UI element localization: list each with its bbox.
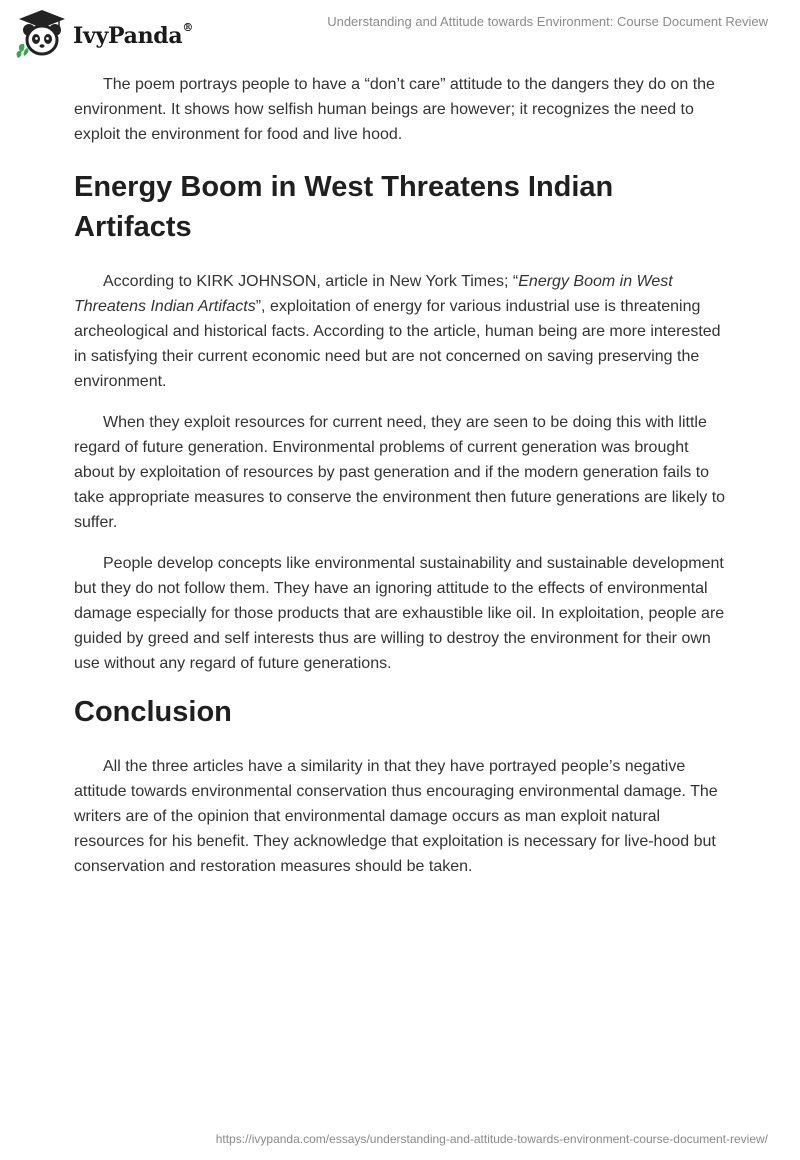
- section-heading-energy: Energy Boom in West Threatens Indian Artifacts: [74, 171, 614, 243]
- energy-paragraph-1: According to KIRK JOHNSON, article in New York Times; “Energy Boom in West Threatens Indian Artifacts”, exploitation of energy for various industrial use is threatening archeological and historical facts. According to the article, human being are more interested in satisfying their current economic need but are not concerned on saving preserving the environment.: [74, 273, 721, 390]
- article-title-italic: Energy Boom in West Threatens Indian Artifacts: [74, 273, 673, 315]
- essay-body: [74, 72, 726, 895]
- ivypanda-logo[interactable]: [15, 8, 193, 58]
- source-url-link[interactable]: https://ivypanda.com/essays/understanding-and-attitude-towards-environment-course-document-review/: [215, 1132, 768, 1146]
- conclusion-paragraph: All the three articles have a similarity in that they have portrayed people’s negative attitude towards environmental conservation thus encouraging environmental damage. The writers are of the opinion that environmental damage occurs as man exploit natural resources for his benefit. They acknowledge that exploitation is necessary for live-hood but conservation and restoration measures should be taken.: [74, 758, 718, 875]
- page-header: [0, 0, 800, 60]
- section-heading-conclusion: Conclusion: [74, 696, 232, 728]
- energy-paragraph-2: When they exploit resources for current need, they are seen to be doing this with little regard of future generation. Environmental problems of current generation was brought about by exploitation of resources by past generation and if the modern generation fails to take appropriate measures to conserve the environment then future generations are likely to suffer.: [74, 414, 726, 531]
- panda-graduate-icon: [15, 8, 69, 58]
- intro-paragraph: The poem portrays people to have a “don’t care” attitude to the dangers they do on the environment. It shows how selfish human beings are however; it recognizes the need to exploit the environment for food and live hood.: [74, 76, 715, 143]
- brand-name: IvyPanda®: [73, 20, 194, 49]
- energy-paragraph-3: People develop concepts like environmental sustainability and sustainable development but they do not follow them. They have an ignoring attitude to the effects of environmental damage especially for those products that are exhaustible like oil. In exploitation, people are guided by greed and self interests thus are willing to destroy the environment for their own use without any regard of future generations.: [74, 555, 725, 672]
- document-title: Understanding and Attitude towards Environment: Course Document Review: [327, 14, 768, 29]
